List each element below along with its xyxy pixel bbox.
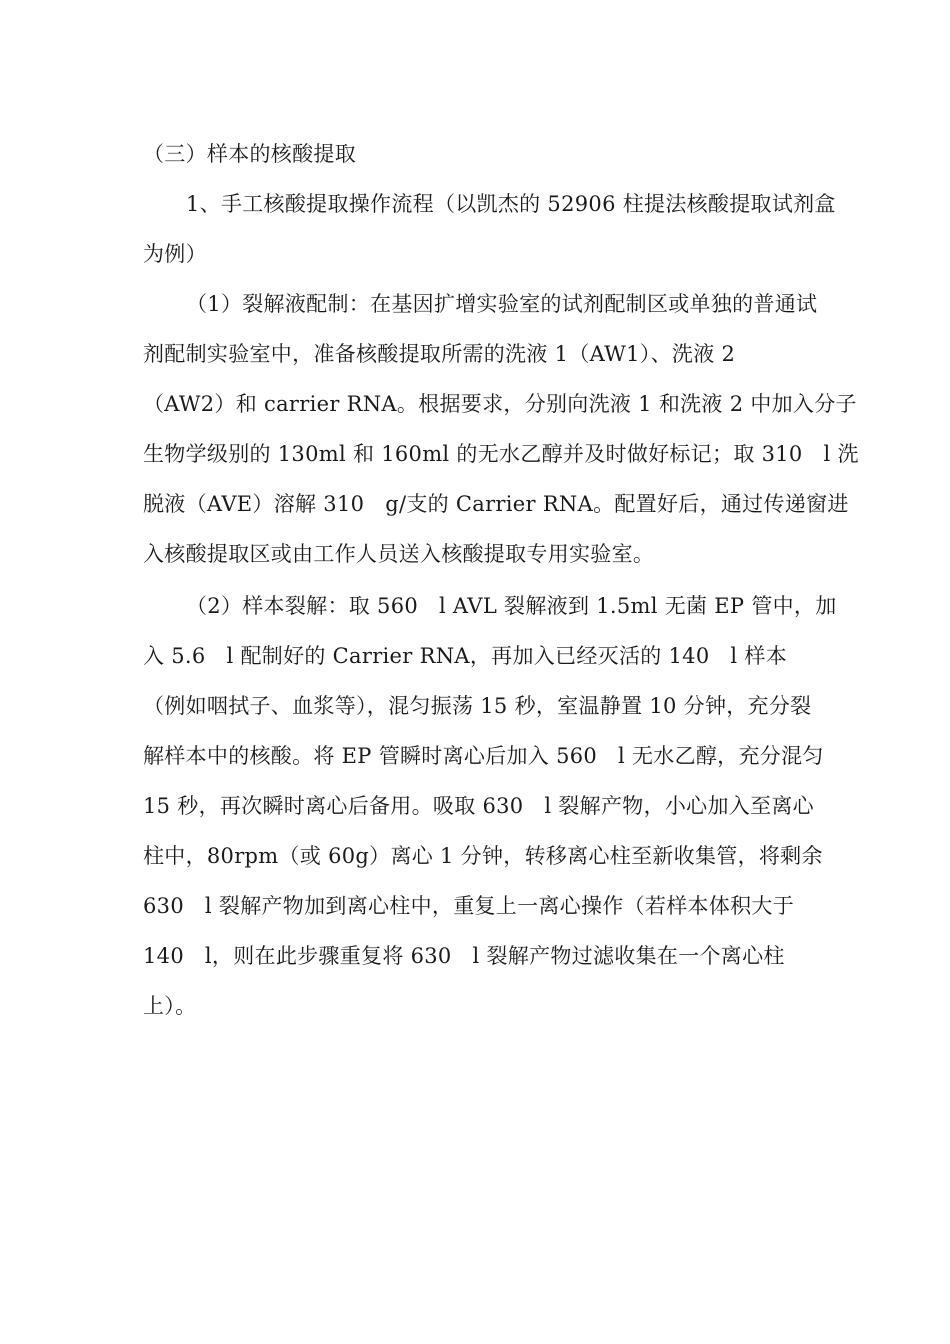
- paragraph-1-line: （1）裂解液配制：在基因扩增实验室的试剂配制区或单独的普通试: [186, 292, 818, 316]
- paragraph-2-line: 入 5.6 l 配制好的 Carrier RNA，再加入已经灭活的 140 l 样本: [143, 644, 788, 668]
- paragraph-2-line: 140 l，则在此步骤重复将 630 l 裂解产物过滤收集在一个离心柱: [143, 944, 785, 968]
- paragraph-2-line: （2）样本裂解：取 560 l AVL 裂解液到 1.5ml 无菌 EP 管中，加: [186, 594, 837, 618]
- paragraph-1-line: 剂配制实验室中，准备核酸提取所需的洗液 1（AW1）、洗液 2: [143, 342, 736, 366]
- paragraph-1-line: 脱液（AVE）溶解 310 g/支的 Carrier RNA。配置好后，通过传递窗进: [143, 492, 849, 516]
- paragraph-2-line: 630 l 裂解产物加到离心柱中，重复上一离心操作（若样本体积大于: [143, 894, 794, 918]
- paragraph-1-line: （AW2）和 carrier RNA。根据要求，分别向洗液 1 和洗液 2 中加入分子: [143, 392, 857, 416]
- item-1-line: 为例）: [143, 242, 207, 266]
- paragraph-2-line: （例如咽拭子、血浆等），混匀振荡 15 秒，室温静置 10 分钟，充分裂: [143, 694, 812, 718]
- paragraph-2-line: 15 秒，再次瞬时离心后备用。吸取 630 l 裂解产物，小心加入至离心: [143, 794, 814, 818]
- paragraph-2-line: 上）。: [143, 994, 197, 1018]
- paragraph-1-line: 生物学级别的 130ml 和 160ml 的无水乙醇并及时做好标记；取 310 l 洗: [143, 442, 859, 466]
- paragraph-1-line: 入核酸提取区或由工作人员送入核酸提取专用实验室。: [143, 542, 655, 566]
- section-heading: （三）样本的核酸提取: [143, 142, 356, 166]
- item-1-line: 1、手工核酸提取操作流程（以凯杰的 52906 柱提法核酸提取试剂盒: [186, 192, 836, 216]
- paragraph-2-line: 柱中，80rpm（或 60g）离心 1 分钟，转移离心柱至新收集管，将剩余: [143, 844, 823, 868]
- paragraph-2-line: 解样本中的核酸。将 EP 管瞬时离心后加入 560 l 无水乙醇，充分混匀: [143, 744, 824, 768]
